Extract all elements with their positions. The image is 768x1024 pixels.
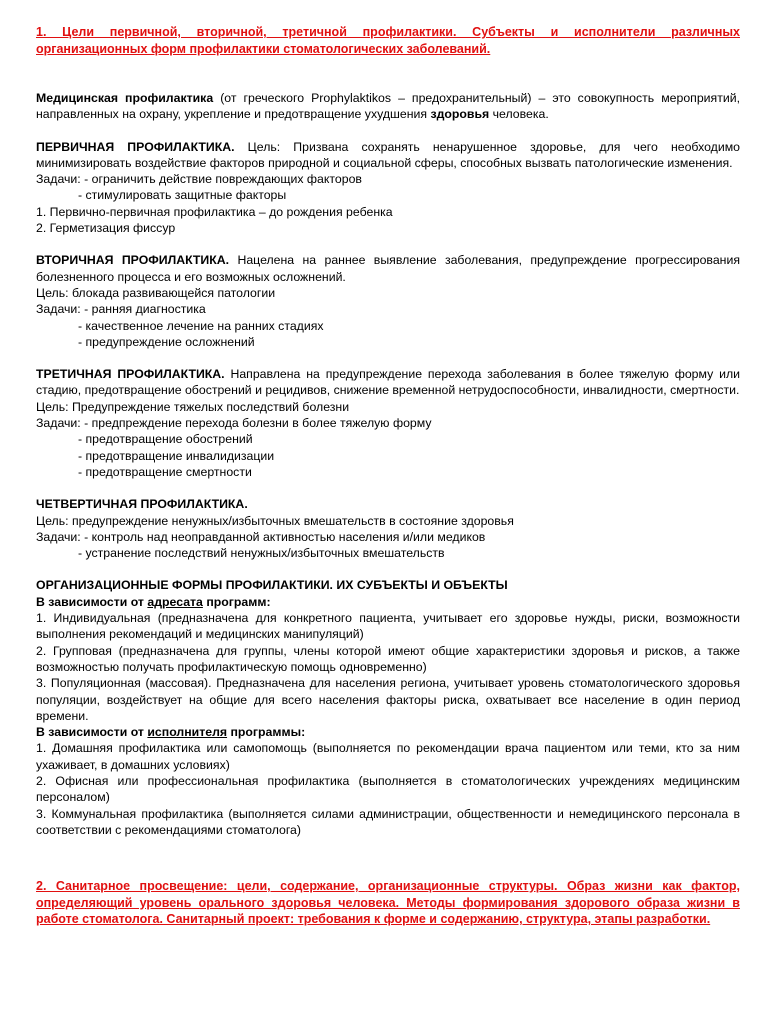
forms-by-addressee-u: адресата	[147, 594, 203, 609]
secondary-task-1: Задачи: - ранняя диагностика	[36, 302, 206, 317]
primary-paragraph	[36, 139, 740, 172]
spacer	[36, 57, 740, 90]
forms-addressee-2: 2. Групповая (предназначена для группы, члены которой имеют общие характеристики здоровья и рисков, а также возможностью получать профилактическую помощь одновременно)	[36, 643, 740, 674]
primary-text: Цель: Призвана сохранять ненарушенное здоровье, для чего необходимо минимизировать воздействие факторов природной и социальной сферы, способных вызвать патологические изменения.	[36, 139, 740, 170]
section-2-heading: 2. Санитарное просвещение: цели, содержание, организационные структуры. Образ жизни как фактор, определяющий уровень орального здоровья человека. Методы формирования здорового образа жизни в работе стоматолога. Санитарный проект: требования к форме и содержанию, структура, этапы разработки.	[36, 879, 740, 927]
primary-item-1: 1. Первично-первичная профилактика – до рождения ребенка	[36, 204, 393, 219]
spacer	[36, 561, 740, 577]
secondary-title: ВТОРИЧНАЯ ПРОФИЛАКТИКА.	[36, 253, 230, 268]
forms-by-addressee-a: В зависимости от	[36, 594, 148, 609]
primary-task-1: Задачи: - ограничить действие повреждающих факторов	[36, 172, 362, 187]
spacer	[36, 838, 740, 878]
primary-task-2: - стимулировать защитные факторы	[78, 188, 287, 203]
forms-addressee-3: 3. Популяционная (массовая). Предназначена для населения региона, учитывает уровень стоматологического здоровья популяции, воздействует на общие для всего населения факторы риска, охватывает все население в один период времени.	[36, 676, 740, 723]
spacer	[36, 350, 740, 366]
intro-text-a: (от греческого Prophylaktikos – предохранительный) – это совокупность мероприятий, направленных на охрану, укрепление и предотвращение ухудшения	[36, 91, 740, 122]
forms-executor-2: 2. Офисная или профессиональная профилактика (выполняется в стоматологических учреждениях медицинским персоналом)	[36, 773, 740, 805]
tertiary-paragraph	[36, 366, 740, 399]
forms-by-addressee-b: программ:	[202, 594, 271, 609]
forms-executor-3: 3. Коммунальная профилактика (выполняется силами администрации, общественности и немедицинского персонала в соответствии с рекомендациями стоматолога)	[36, 806, 740, 837]
quaternary-task-1: Задачи: - контроль над неоправданной активностью населения и/или медиков	[36, 529, 486, 544]
section-1-heading: 1. Цели первичной, вторичной, третичной профилактики. Субъекты и исполнители различных организационных форм профилактики стоматологических заболеваний.	[36, 25, 740, 56]
tertiary-task-1: Задачи: - предпреждение перехода болезни в более тяжелую форму	[36, 416, 432, 431]
forms-by-executor-b: программы:	[227, 725, 306, 740]
primary-title: ПЕРВИЧНАЯ ПРОФИЛАКТИКА.	[36, 139, 235, 154]
forms-by-executor	[36, 724, 740, 740]
tertiary-task-2: - предотвращение обострений	[78, 432, 253, 447]
tertiary-task-4: - предотвращение смертности	[78, 464, 252, 479]
secondary-task-2: - качественное лечение на ранних стадиях	[78, 318, 324, 333]
intro-term: Медицинская профилактика	[36, 91, 214, 105]
tertiary-text: Направлена на предупреждение перехода заболевания в более тяжелую форму или стадию, предотвращение обострений и рецидивов, снижение временной нетрудоспособности, инвалидности, смертности.	[36, 367, 741, 398]
secondary-goal: Цель: блокада развивающейся патологии	[36, 285, 276, 300]
forms-title: ОРГАНИЗАЦИОННЫЕ ФОРМЫ ПРОФИЛАКТИКИ. ИХ СУБЪЕКТЫ И ОБЪЕКТЫ	[36, 578, 508, 593]
secondary-text: Нацелена на раннее выявление заболевания, предупреждение прогрессирования болезненного процесса и его возможных осложнений.	[36, 253, 740, 284]
secondary-task-3: - предупреждение осложнений	[78, 334, 255, 349]
forms-addressee-1: 1. Индивидуальная (предназначена для конкретного пациента, учитывает его здоровье нужды, риски, возможности выполнения рекомендаций и медицинских манипуляций)	[36, 611, 740, 642]
tertiary-task-3: - предотвращение инвалидизации	[78, 448, 275, 463]
secondary-paragraph	[36, 252, 740, 285]
forms-by-addressee	[36, 594, 740, 610]
intro-bold-word: здоровья	[430, 107, 490, 122]
tertiary-title: ТРЕТИЧНАЯ ПРОФИЛАКТИКА.	[36, 367, 225, 382]
quaternary-goal: Цель: предупреждение ненужных/избыточных вмешательств в состояние здоровья	[36, 513, 514, 528]
intro-text-b: человека.	[489, 107, 549, 122]
forms-executor-1: 1. Домашняя профилактика или самопомощь (выполняется по рекомендации врача пациентом или теми, кто за ним ухаживает, в домашних условиях)	[36, 741, 740, 772]
intro-paragraph	[36, 90, 740, 123]
forms-by-executor-a: В зависимости от	[36, 725, 148, 740]
quaternary-title: ЧЕТВЕРТИЧНАЯ ПРОФИЛАКТИКА.	[36, 497, 248, 512]
spacer	[36, 480, 740, 496]
spacer	[36, 236, 740, 252]
document-page	[36, 24, 740, 928]
quaternary-task-2: - устранение последствий ненужных/избыточных вмешательств	[78, 546, 445, 561]
tertiary-goal: Цель: Предупреждение тяжелых последствий болезни	[36, 399, 350, 414]
spacer	[36, 123, 740, 139]
forms-by-executor-u: исполнителя	[147, 725, 228, 740]
primary-item-2: 2. Герметизация фиссур	[36, 221, 176, 236]
